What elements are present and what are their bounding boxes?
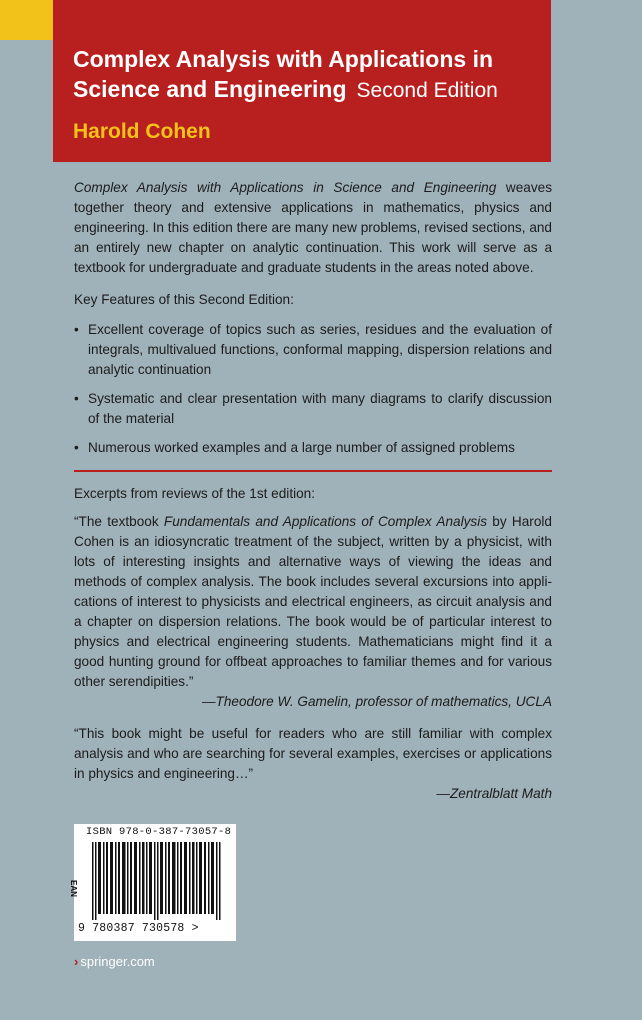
book-title [73, 44, 543, 106]
features-list [74, 320, 552, 458]
publisher-site: springer.com [80, 954, 155, 969]
review-lead: “The textbook [74, 514, 164, 529]
barcode-box [69, 824, 236, 941]
review-attribution-2: —Zentralblatt Math [436, 786, 552, 801]
barcode-icon [92, 842, 222, 920]
feature-item [74, 320, 552, 380]
review-attribution-1: —Theodore W. Gamelin, professor of mathematics, UCLA [201, 694, 552, 709]
review-text: by Harold Cohen is an idiosyncratic treatment of the subject, written by a physicist, with lots of interesting insights and alternative ways of viewing the ideas and methods of complex analysis. The book includes several excursions into applications of interest to physicists and electrical engineers, as circuit analysis and a chapter on dispersion relations. The book would be of particular interest to physics and electrical engineering students. Mathematicians might find it a good hunting ground for offbeat approaches to familiar themes and for various other serendipities.” [74, 514, 552, 689]
features-heading: Key Features of this Second Edition: [74, 292, 294, 307]
feature-text: Numerous worked examples and a large number of assigned problems [88, 440, 515, 455]
feature-item [74, 389, 552, 429]
isbn-label: ISBN 978-0-387-73057-8 [86, 826, 232, 838]
reviews-heading: Excerpts from reviews of the 1st edition: [74, 486, 316, 501]
feature-text: Systematic and clear presentation with many diagrams to clarify discussion of the material [88, 391, 552, 426]
barcode-digits: 9 780387 730578 > [78, 922, 199, 935]
feature-item [74, 438, 552, 458]
book-title-text: Complex Analysis with Applications in Science and Engineering [73, 46, 494, 102]
section-divider [74, 470, 552, 472]
review-quote-2: “This book might be useful for readers who are still familiar with complex analysis and who are searching for several examples, exercises or applications in physics and engineering…” [74, 726, 552, 781]
back-cover-text [74, 178, 552, 804]
author-name: Harold Cohen [73, 120, 211, 143]
edition-label: Second Edition [356, 79, 498, 102]
review-quote-1 [74, 512, 552, 692]
title-band [53, 0, 551, 162]
publisher-link[interactable] [74, 954, 155, 969]
corner-accent-tab [0, 0, 53, 40]
bullet-icon: • [74, 322, 79, 337]
chevron-right-icon: › [74, 954, 79, 969]
intro-book-name: Complex Analysis with Applications in Science and Engineering [74, 180, 497, 195]
reviewed-book-title: Fundamentals and Applications of Complex Analysis [163, 514, 488, 529]
bullet-icon: • [74, 391, 79, 406]
bullet-icon: • [74, 440, 79, 455]
intro-paragraph [74, 178, 552, 278]
feature-text: Excellent coverage of topics such as series, residues and the evaluation of integrals, multivalued functions, conformal mapping, dispersion relations and analytic continuation [88, 322, 552, 377]
intro-text: weaves together theory and extensive applications in mathematics, physics and engineering. In this edition there are many new problems, revised sections, and an entirely new chapter on analytic continuation. This work will serve as a textbook for undergraduate and graduate students in the areas noted above. [74, 180, 552, 275]
ean-label: EAN [69, 880, 78, 897]
